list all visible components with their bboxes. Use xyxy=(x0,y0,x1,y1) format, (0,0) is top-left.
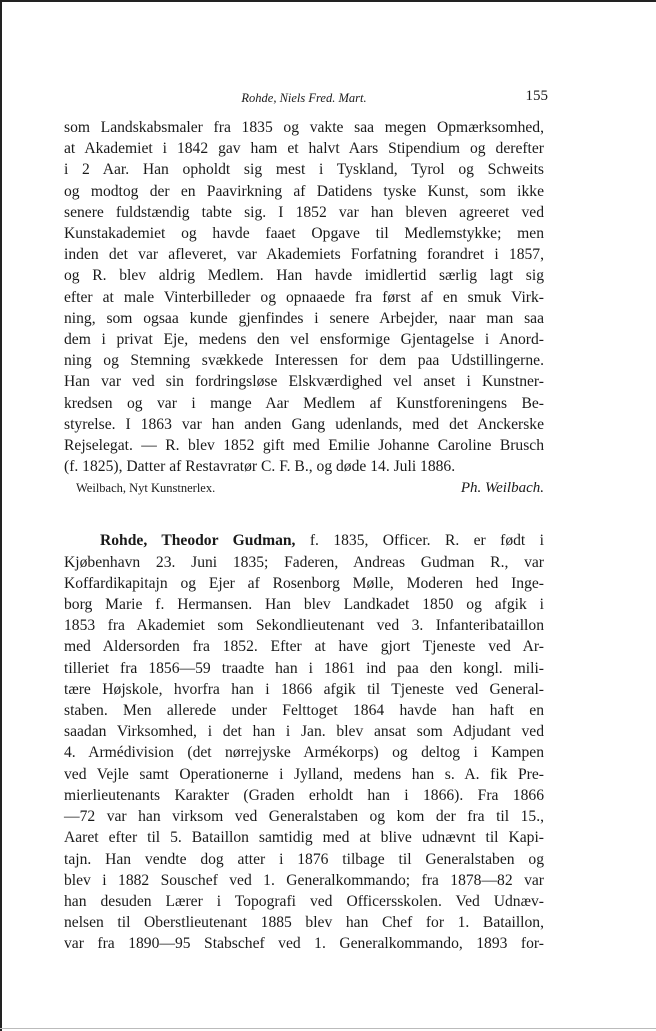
text-line: mierlieutenants Karakter (Graden erholdt han i 1866). Fra 1866 xyxy=(64,786,544,804)
text-line: Koffardikapitajn og Ejer af Rosenborg Mølle, Moderen hed Inge- xyxy=(64,574,544,592)
entry-theodor-gudman-rohde xyxy=(64,530,544,954)
text-line: ved Vejle samt Operationerne i Jylland, medens han s. A. fik Pre- xyxy=(64,765,544,783)
entry-separator xyxy=(64,497,544,530)
text-line: og R. blev aldrig Medlem. Han havde imidlertid særlig lagt sig xyxy=(64,267,544,285)
text-line: styrelse. I 1863 var han anden Gang udenlands, med det Anckerske xyxy=(64,415,544,433)
text-line: tære Højskole, hvorfra han i 1866 afgik til Tjeneste ved General- xyxy=(64,680,544,698)
text-line: Kunstakademiet og havde faaet Opgave til Medlemstykke; men xyxy=(64,225,544,243)
page-edge-bottom xyxy=(0,1028,656,1029)
text-line: at Akademiet i 1842 gav ham et halvt Aars Stipendium og derefter xyxy=(64,140,544,158)
text-line: ning og Stemning svækkede Interessen for dem paa Udstillingerne. xyxy=(64,352,544,370)
text-line: 1853 fra Akademiet som Sekondlieutenant ved 3. Infanteribataillon xyxy=(64,617,544,635)
text-line: i 2 Aar. Han opholdt sig mest i Tyskland, Tyrol og Schweits xyxy=(64,161,544,179)
text-line: Rejselegat. — R. blev 1852 gift med Emilie Johanne Caroline Brusch xyxy=(64,437,544,455)
page-number: 155 xyxy=(525,88,548,104)
entry-heading-text: f. 1835, Officer. R. er født i xyxy=(309,532,544,550)
text-line: var fra 1890—95 Stabschef ved 1. Generalkommando, 1893 for- xyxy=(64,935,544,953)
text-line: tajn. Han vendte dog atter i 1876 tilbage til Generalstaben og xyxy=(64,850,544,868)
text-line: efter at male Vinterbilleder og opnaaede fra først af en smuk Virk- xyxy=(64,288,544,306)
text-line: Kjøbenhavn 23. Juni 1835; Faderen, Andreas Gudman R., var xyxy=(64,553,544,571)
source-reference: Weilbach, Nyt Kunstnerlex. xyxy=(76,481,216,496)
text-line: senere fuldstændig tabte sig. I 1852 var han bleven agreeret ved xyxy=(64,203,544,221)
text-line: med Aldersorden fra 1852. Efter at have gjort Tjeneste ved Ar- xyxy=(64,638,544,656)
text-line: han desuden Lærer i Topografi ved Officersskolen. Ved Udnæv- xyxy=(64,892,544,910)
entry-niels-fred-mart-rohde xyxy=(64,117,544,477)
entry-body-text xyxy=(64,552,544,955)
page-edge-top xyxy=(0,0,656,2)
running-header xyxy=(64,88,548,108)
text-line: Aaret efter til 5. Bataillon samtidig med at blive udnævnt til Kapi- xyxy=(64,829,544,847)
author-signature: Ph. Weilbach. xyxy=(460,480,544,497)
text-line: —72 var han virksom ved Generalstaben og kom der fra til 15., xyxy=(64,808,544,826)
text-line: ning, som ogsaa kunde gjenfindes i senere Arbejder, naar man saa xyxy=(64,309,544,327)
text-line: staben. Men allerede under Felttoget 1864 havde han haft en xyxy=(64,702,544,720)
text-line: nelsen til Oberstlieutenant 1885 blev han Chef for 1. Bataillon, xyxy=(64,914,544,932)
source-citation-row xyxy=(64,479,544,497)
page-body xyxy=(64,117,544,955)
text-line: 4. Armédivision (det nørrejyske Armékorps) og deltog i Kampen xyxy=(64,744,544,762)
text-line: tilleriet fra 1856—59 traadte han i 1861 ind paa den kongl. mili- xyxy=(64,659,544,677)
text-line: dem i privat Eje, medens den vel ensformige Gjentagelse i Anord- xyxy=(64,331,544,349)
text-line: og modtog der en Paavirkning af Datidens tyske Kunst, som ikke xyxy=(64,182,544,200)
entry-heading-line xyxy=(64,530,544,551)
text-line: Han var ved sin fordringsløse Elskværdighed vel anset i Kunstner- xyxy=(64,373,544,391)
text-line: (f. 1825), Datter af Restavratør C. F. B., og døde 14. Juli 1886. xyxy=(64,458,456,476)
text-line: blev i 1882 Souschef ved 1. Generalkommando; fra 1878—82 var xyxy=(64,871,544,889)
entry-name: Rohde, Theodor Gudman, xyxy=(100,532,296,550)
page-edge-left xyxy=(0,0,2,1031)
text-line: inden det var afleveret, var Akademiets Forfatning forandret i 1857, xyxy=(64,246,544,264)
text-line: borg Marie f. Hermansen. Han blev Landkadet 1850 og afgik i xyxy=(64,596,544,614)
document-page xyxy=(64,88,548,955)
text-line: som Landskabsmaler fra 1835 og vakte saa megen Opmærksomhed, xyxy=(64,119,544,136)
text-line: saadan Virksomhed, i det han i Jan. blev ansat som Adjudant ved xyxy=(64,723,544,741)
running-title: Rohde, Niels Fred. Mart. xyxy=(241,91,367,105)
text-line: kredsen og var i mange Aar Medlem af Kunstforeningens Be- xyxy=(64,394,544,412)
